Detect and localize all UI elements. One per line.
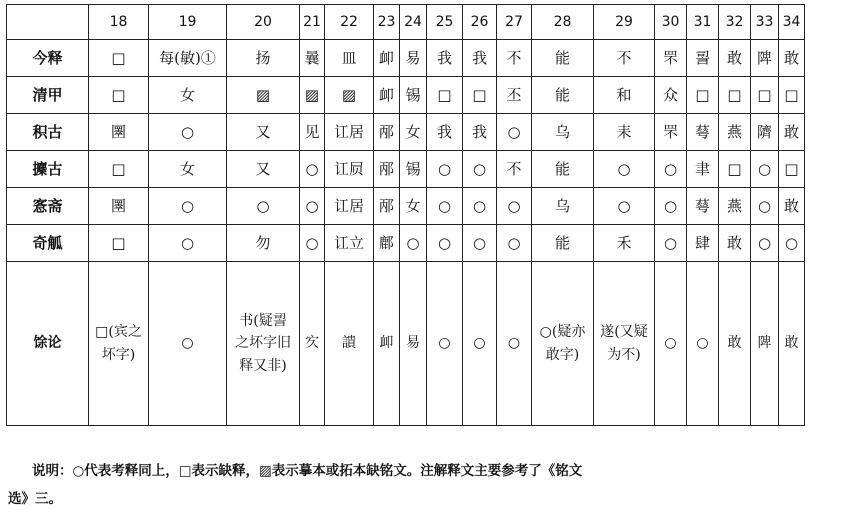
table-cell: 罘 — [655, 40, 687, 77]
table-cell: ▨ — [227, 77, 300, 114]
table-cell: 肆 — [687, 225, 719, 262]
table-cell: ▨ — [300, 77, 325, 114]
table-cell: ○ — [300, 188, 325, 225]
table-cell: ○ — [497, 114, 532, 151]
table-cell: 敢 — [719, 225, 751, 262]
table-cell: □ — [463, 77, 497, 114]
column-number-cell: 19 — [149, 5, 227, 40]
table-cell: □ — [89, 225, 149, 262]
table-cell: 乌 — [532, 114, 594, 151]
table-cell: 燕 — [719, 188, 751, 225]
table-cell: ○ — [751, 225, 779, 262]
table-cell: 书(疑䛐之坏字旧释又非) — [227, 262, 300, 426]
table-cell: 和 — [594, 77, 655, 114]
table-cell: ○ — [497, 262, 532, 426]
table-cell: 女 — [149, 151, 227, 188]
table-row — [7, 225, 805, 262]
table-cell: 易 — [400, 40, 427, 77]
table-cell: ○ — [594, 151, 655, 188]
table-cell: 讧立 — [325, 225, 374, 262]
table-cell: 众 — [655, 77, 687, 114]
table-cell: 女 — [400, 188, 427, 225]
table-cell: □ — [687, 77, 719, 114]
table-cell: 我 — [427, 114, 463, 151]
table-cell: □ — [89, 151, 149, 188]
table-cell: 䜋 — [325, 262, 374, 426]
header-row — [7, 5, 805, 40]
table-cell: 能 — [532, 77, 594, 114]
column-number-cell: 24 — [400, 5, 427, 40]
table-cell: 遂(又疑为不) — [594, 262, 655, 426]
table-cell: 圛 — [89, 114, 149, 151]
table-cell: 锡 — [400, 151, 427, 188]
column-number-cell: 21 — [300, 5, 325, 40]
table-cell: 陴 — [751, 262, 779, 426]
table-cell: 邴 — [374, 188, 400, 225]
table-cell: 敢 — [779, 114, 805, 151]
table-cell: ○ — [427, 151, 463, 188]
column-number-cell: 26 — [463, 5, 497, 40]
header-corner-cell — [7, 5, 89, 40]
table-cell: ○ — [427, 225, 463, 262]
table-cell: 罘 — [655, 114, 687, 151]
table-cell: 圛 — [89, 188, 149, 225]
table-cell: 我 — [463, 40, 497, 77]
table-row — [7, 151, 805, 188]
table-cell: 曩 — [300, 40, 325, 77]
row-header-cell: 愙斋 — [7, 188, 89, 225]
table-cell: 乌 — [532, 188, 594, 225]
table-cell: ○ — [300, 151, 325, 188]
table-cell: 丕 — [497, 77, 532, 114]
table-cell: 能 — [532, 225, 594, 262]
table-cell: 䛐 — [687, 40, 719, 77]
table-cell: □ — [719, 151, 751, 188]
table-cell: 锡 — [400, 77, 427, 114]
table-cell: □(宾之坏字) — [89, 262, 149, 426]
table-cell: 䔢 — [687, 188, 719, 225]
inscription-comparison-table — [6, 4, 805, 426]
table-cell: ○ — [427, 262, 463, 426]
row-header-cell: 清甲 — [7, 77, 89, 114]
table-cell: 隮 — [751, 114, 779, 151]
table-cell: ○ — [779, 225, 805, 262]
table-cell: 敢 — [779, 40, 805, 77]
table-cell: □ — [719, 77, 751, 114]
table-cell: ○ — [655, 262, 687, 426]
table-cell: □ — [751, 77, 779, 114]
table-row — [7, 114, 805, 151]
table-row — [7, 40, 805, 77]
table-cell: 聿 — [687, 151, 719, 188]
table-cell: ○ — [149, 114, 227, 151]
note-line-1: 说明：○代表考释同上，□表示缺释，▨表示摹本或拓本缺铭文。注解释文主要参考了《铭文 — [32, 463, 583, 479]
table-cell: ▨ — [325, 77, 374, 114]
table-cell: 女 — [400, 114, 427, 151]
table-cell: 耒 — [594, 114, 655, 151]
table-row — [7, 77, 805, 114]
table-cell: ○ — [463, 225, 497, 262]
table-cell: ○ — [463, 151, 497, 188]
row-header-cell: 今释 — [7, 40, 89, 77]
table-cell: 勿 — [227, 225, 300, 262]
column-number-cell: 32 — [719, 5, 751, 40]
table-cell: 敢 — [779, 188, 805, 225]
table-cell: 陴 — [751, 40, 779, 77]
column-number-cell: 22 — [325, 5, 374, 40]
table-cell: 讧屃 — [325, 151, 374, 188]
table-cell: 我 — [463, 114, 497, 151]
table-cell: ○ — [427, 188, 463, 225]
table-cell: 又 — [227, 114, 300, 151]
table-cell: 皿 — [325, 40, 374, 77]
table-cell: ○ — [751, 151, 779, 188]
row-header-cell: 攈古 — [7, 151, 89, 188]
table-cell: ○ — [463, 262, 497, 426]
table-cell: 讧居 — [325, 114, 374, 151]
table-cell: ○ — [149, 225, 227, 262]
table-cell: 见 — [300, 114, 325, 151]
table-cell: 又 — [227, 151, 300, 188]
table-cell: ○ — [655, 188, 687, 225]
row-header-cell: 积古 — [7, 114, 89, 151]
table-row — [7, 188, 805, 225]
table-cell: □ — [779, 151, 805, 188]
column-number-cell: 18 — [89, 5, 149, 40]
table-cell: 邴 — [374, 114, 400, 151]
table-cell: 女 — [149, 77, 227, 114]
table-cell: □ — [89, 77, 149, 114]
table-cell: 邴 — [374, 151, 400, 188]
table-cell: 卹 — [374, 40, 400, 77]
table-cell: □ — [89, 40, 149, 77]
table-cell: ○ — [594, 188, 655, 225]
table-cell: 卹 — [374, 77, 400, 114]
table-cell: 敢 — [719, 262, 751, 426]
table-cell: ○ — [149, 188, 227, 225]
table-cell: 讧居 — [325, 188, 374, 225]
table-cell: ○ — [655, 225, 687, 262]
table-cell: ○ — [687, 262, 719, 426]
table-cell: 易 — [400, 262, 427, 426]
table-cell: 每(敏)① — [149, 40, 227, 77]
table-cell: 敢 — [719, 40, 751, 77]
table-cell: ○ — [655, 151, 687, 188]
table-cell: ○(疑亦敢字) — [532, 262, 594, 426]
explanatory-note — [8, 457, 827, 513]
table-cell: ○ — [300, 225, 325, 262]
table-cell: 燕 — [719, 114, 751, 151]
table-cell: 扬 — [227, 40, 300, 77]
table-cell: ○ — [751, 188, 779, 225]
table-row-discussion — [7, 262, 805, 426]
table-cell: 鄜 — [374, 225, 400, 262]
table-cell: 不 — [497, 40, 532, 77]
row-header-cell: 奇觚 — [7, 225, 89, 262]
column-number-cell: 25 — [427, 5, 463, 40]
table-cell: 㝌 — [300, 262, 325, 426]
table-cell: 禾 — [594, 225, 655, 262]
table-cell: ○ — [149, 262, 227, 426]
table-cell: ○ — [227, 188, 300, 225]
table-cell: ○ — [400, 225, 427, 262]
column-number-cell: 28 — [532, 5, 594, 40]
column-number-cell: 30 — [655, 5, 687, 40]
comparison-table-container — [6, 4, 805, 426]
column-number-cell: 20 — [227, 5, 300, 40]
table-cell: 不 — [497, 151, 532, 188]
column-number-cell: 23 — [374, 5, 400, 40]
table-cell: 敢 — [779, 262, 805, 426]
table-body — [7, 5, 805, 426]
table-cell: 卹 — [374, 262, 400, 426]
column-number-cell: 31 — [687, 5, 719, 40]
table-cell: ○ — [497, 188, 532, 225]
table-cell: 我 — [427, 40, 463, 77]
column-number-cell: 29 — [594, 5, 655, 40]
table-cell: □ — [779, 77, 805, 114]
table-cell: 能 — [532, 40, 594, 77]
column-number-cell: 34 — [779, 5, 805, 40]
table-cell: 䔢 — [687, 114, 719, 151]
note-line-2: 选》三。 — [8, 491, 62, 507]
table-cell: 不 — [594, 40, 655, 77]
column-number-cell: 27 — [497, 5, 532, 40]
table-cell: ○ — [463, 188, 497, 225]
column-number-cell: 33 — [751, 5, 779, 40]
row-header-cell: 馀论 — [7, 262, 89, 426]
table-cell: □ — [427, 77, 463, 114]
table-cell: ○ — [497, 225, 532, 262]
table-cell: 能 — [532, 151, 594, 188]
